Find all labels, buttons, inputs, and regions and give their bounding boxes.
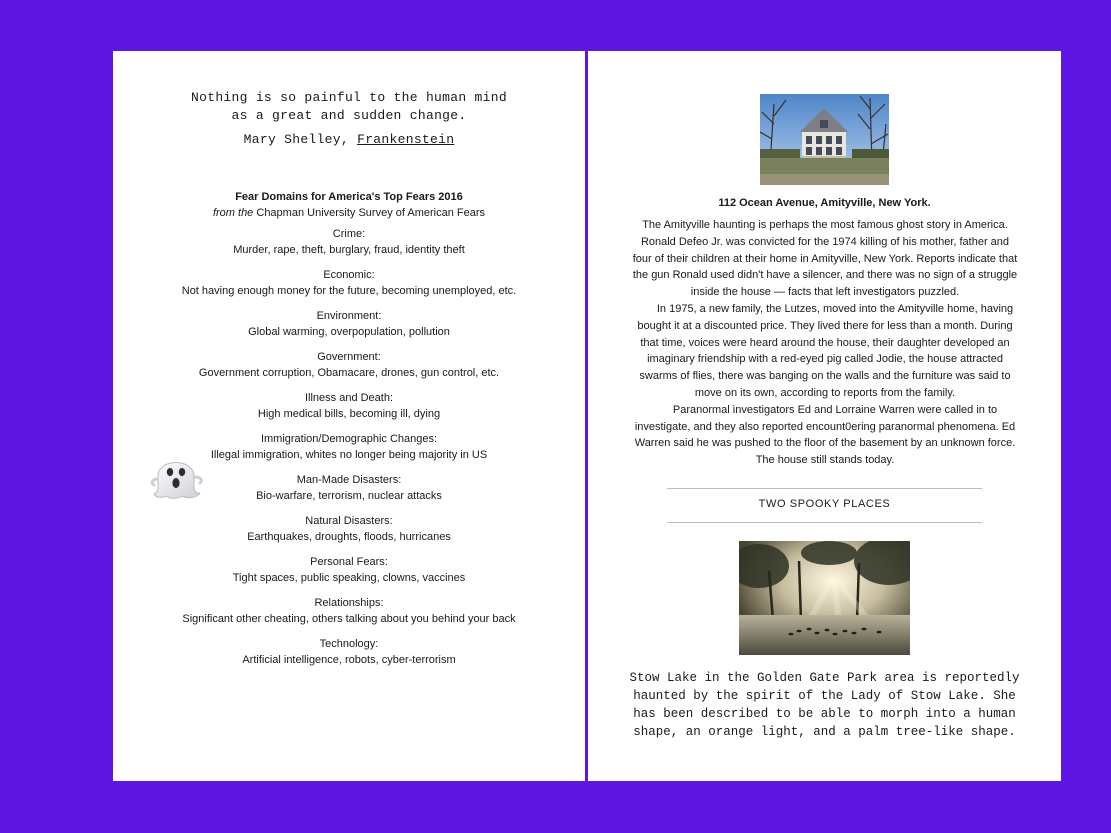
fear-domain-name: Personal Fears: (310, 556, 388, 568)
left-page (113, 51, 585, 781)
epigraph-quote (113, 89, 585, 149)
fear-domain-items: Bio-warfare, terrorism, nuclear attacks (256, 489, 442, 502)
fear-domain (173, 227, 525, 258)
fear-domain-items: Government corruption, Obamacare, drones, gun control, etc. (198, 366, 500, 379)
fear-domain-items: Artificial intelligence, robots, cyber-terrorism (242, 653, 456, 666)
quote-book-title: Frankenstein (357, 132, 455, 147)
quote-line-2: as a great and sudden change. (231, 108, 467, 123)
fear-domain-name: Illness and Death: (304, 392, 394, 404)
fear-domains-source (173, 206, 525, 222)
ghost-icon (148, 446, 204, 502)
fear-domain-items: Global warming, overpopulation, pollution (248, 325, 450, 338)
fear-domain (173, 637, 525, 668)
fear-domain-items: Not having enough money for the future, becoming unemployed, etc. (181, 284, 517, 297)
lake-photo (739, 541, 910, 655)
fear-domain-name: Immigration/Demographic Changes: (260, 433, 438, 445)
fear-domain-name: Technology: (319, 638, 379, 650)
fear-domains-list (173, 190, 525, 668)
fear-domain-name: Environment: (316, 310, 382, 322)
source-name: Chapman University Survey of American Fears (256, 206, 486, 219)
fear-domain (173, 309, 525, 340)
fear-domain (173, 555, 525, 586)
fear-domain (173, 514, 525, 545)
fear-domain-items: Earthquakes, droughts, floods, hurricanes (247, 530, 451, 543)
divider-bottom (667, 522, 982, 523)
fear-domain-items: Tight spaces, public speaking, clowns, vaccines (232, 571, 466, 584)
divider-top (667, 488, 982, 489)
story-paragraph: The Amityville haunting is perhaps the most famous ghost story in America. Ronald Defeo Jr. was convicted for the 1974 killing of his mother, father and four of their children at their home in Amityville, New York. Reports indicate that the gun Ronald used didn't have a silencer, and there was no sign of a struggle inside the house — facts that left investigators puzzled. (632, 219, 1018, 299)
right-page (588, 51, 1061, 781)
amityville-story (630, 217, 1020, 469)
fear-domain-name: Economic: (323, 269, 375, 281)
fear-domain (173, 391, 525, 422)
quote-author: Mary Shelley, (243, 132, 349, 147)
source-prefix: from the (212, 206, 254, 219)
story-paragraph: In 1975, a new family, the Lutzes, moved into the Amityville home, having bought it at a discounted price. They lived there for less than a month. During that time, voices were heard around the house, their daughter developed an imaginary friendship with a red-eyed pig called Jodie, the house attracted swarms of flies, there was banging on the walls and the furniture was said to move on its own, according to reports from the family. (637, 302, 1014, 399)
fear-domain-items: Murder, rape, theft, burglary, fraud, identity theft (233, 243, 465, 256)
fear-domain-name: Crime: (332, 228, 366, 240)
fear-domain (173, 350, 525, 381)
fear-domain (173, 473, 525, 504)
fear-domain-items: Significant other cheating, others talking about you behind your back (182, 612, 516, 625)
fear-domain-items: High medical bills, becoming ill, dying (257, 407, 441, 420)
house-caption: 112 Ocean Avenue, Amityville, New York. (718, 197, 931, 209)
fear-domain-name: Relationships: (314, 597, 384, 609)
fear-domain (173, 432, 525, 463)
fear-domain-name: Natural Disasters: (305, 515, 393, 527)
story-paragraph: Paranormal investigators Ed and Lorraine Warren were called in to investigate, and they also reported encount0ering paranormal phenomena. Ed Warren said he was pushed to the floor of the basement by an unknown force. The house still stands today. (634, 403, 1016, 467)
quote-line-1: Nothing is so painful to the human mind (191, 90, 507, 105)
domain-entries (173, 227, 525, 668)
fear-domain (173, 596, 525, 627)
fear-domain (173, 268, 525, 299)
fear-domains-title: Fear Domains for America's Top Fears 2016 (235, 191, 463, 203)
quote-attribution (113, 131, 585, 149)
stow-lake-text: Stow Lake in the Golden Gate Park area is reportedly haunted by the spirit of the Lady of Stow Lake. She has been described to be able to morph into a human shape, an orange light, and a palm tree-like shape. (629, 671, 1020, 739)
fear-domain-name: Man-Made Disasters: (296, 474, 402, 486)
section-title: TWO SPOOKY PLACES (758, 498, 891, 510)
house-photo (760, 94, 889, 185)
fear-domain-name: Government: (317, 351, 381, 363)
fear-domain-items: Illegal immigration, whites no longer being majority in US (210, 448, 488, 461)
